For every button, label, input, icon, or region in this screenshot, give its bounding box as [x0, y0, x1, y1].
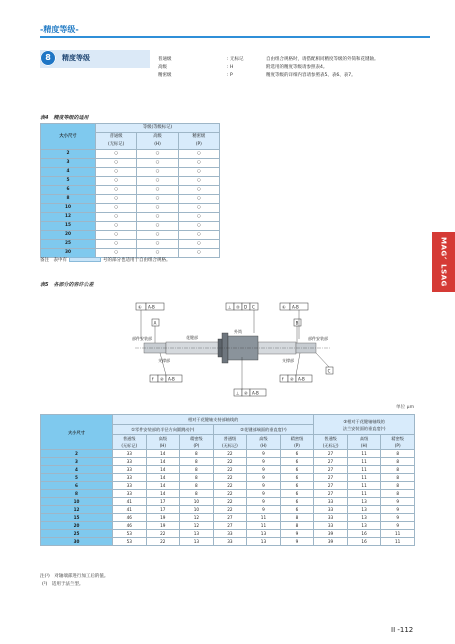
size-cell: 3 — [41, 159, 96, 168]
tolerance-cell: 6 — [280, 506, 314, 514]
size-cell: 10 — [41, 498, 113, 506]
grade-descriptions — [266, 56, 379, 80]
table-row — [41, 159, 220, 168]
table-row — [41, 530, 415, 538]
tolerance-cell: 33 — [213, 538, 247, 546]
tolerance-cell: 27 — [314, 450, 348, 458]
applicability-cell: ○ — [178, 231, 219, 240]
svg-text:f: f — [282, 376, 284, 382]
size-cell: 10 — [41, 204, 96, 213]
applicability-cell: ○ — [96, 195, 137, 204]
tolerance-cell: 33 — [113, 458, 147, 466]
applicability-cell: ○ — [178, 168, 219, 177]
tolerance-cell: 9 — [280, 538, 314, 546]
tolerance-cell: 14 — [146, 482, 180, 490]
size-cell: 30 — [41, 249, 96, 258]
table-row — [41, 450, 415, 458]
tolerance-cell: 14 — [146, 490, 180, 498]
tolerance-cell: 9 — [247, 474, 281, 482]
tolerance-cell: 27 — [314, 474, 348, 482]
tolerance-cell: 6 — [280, 466, 314, 474]
applicability-cell: ○ — [96, 249, 137, 258]
tolerance-cell: 11 — [347, 474, 381, 482]
applicability-cell: ○ — [137, 177, 178, 186]
header-rule — [40, 36, 430, 38]
size-cell: 4 — [41, 466, 113, 474]
applicability-cell: ○ — [96, 240, 137, 249]
applicability-cell: ○ — [96, 213, 137, 222]
tolerance-cell: 22 — [213, 498, 247, 506]
table5-unit: 单位 μm — [396, 405, 415, 410]
tolerance-cell: 41 — [113, 506, 147, 514]
applicability-cell: ○ — [178, 204, 219, 213]
tolerance-cell: 46 — [113, 522, 147, 530]
size-cell: 12 — [41, 213, 96, 222]
table5-col-header: 普通级 (无标记) — [314, 435, 348, 450]
tolerance-cell: 27 — [314, 458, 348, 466]
tolerance-cell: 8 — [381, 458, 415, 466]
svg-text:②: ② — [290, 376, 294, 382]
size-cell: 6 — [41, 186, 96, 195]
tolerance-cell: 8 — [180, 458, 214, 466]
tolerance-cell: 22 — [213, 482, 247, 490]
table4-caption: 表4 精度等级的适用 — [40, 115, 89, 121]
table-row — [41, 195, 220, 204]
table4-col-header: 普通级 (无标记) — [96, 133, 137, 150]
tolerance-cell: 6 — [280, 498, 314, 506]
tolerance-cell: 8 — [180, 490, 214, 498]
datum-a: A — [153, 320, 157, 326]
size-cell: 2 — [41, 450, 113, 458]
applicability-cell: ○ — [178, 159, 219, 168]
grade-description: 精度等级的详细内容请参照表5、表6、表7。 — [266, 73, 356, 78]
table4-col-header: 高级 (H) — [137, 133, 178, 150]
table-row — [41, 240, 220, 249]
tolerance-cell: 8 — [180, 466, 214, 474]
table-row — [41, 186, 220, 195]
tolerance-cell: 10 — [180, 506, 214, 514]
table-row — [41, 482, 415, 490]
tolerance-cell: 11 — [247, 514, 281, 522]
tolerance-cell: 8 — [280, 522, 314, 530]
size-cell: 2 — [41, 150, 96, 159]
svg-text:②: ② — [160, 376, 164, 382]
side-index-tab[interactable]: MAG、LSAG — [432, 232, 455, 292]
tolerance-cell: 14 — [146, 466, 180, 474]
tolerance-cell: 8 — [180, 474, 214, 482]
tolerance-cell: 10 — [180, 498, 214, 506]
size-cell: 12 — [41, 506, 113, 514]
applicability-cell: ○ — [96, 168, 137, 177]
tolerance-cell: 9 — [381, 514, 415, 522]
applicability-cell: ○ — [137, 150, 178, 159]
grade-symbols — [227, 56, 243, 80]
frame-datum: A-B — [168, 376, 175, 382]
frame-datum: D — [244, 304, 248, 310]
frame-symbol: ① — [138, 304, 142, 310]
frame-datum: C — [252, 304, 255, 310]
table5-tolerances — [40, 414, 415, 546]
tolerance-cell: 22 — [213, 506, 247, 514]
tolerance-cell: 22 — [213, 450, 247, 458]
tolerance-cell: 19 — [146, 522, 180, 530]
table-row — [41, 458, 415, 466]
tolerance-cell: 11 — [347, 490, 381, 498]
table5-sub2-header: ②花键部端面的垂直度(¹) — [213, 425, 314, 435]
table5-group-header: 相对于花键轴支持部轴线的 — [113, 415, 314, 425]
table4-col-header: 精密级 (P) — [178, 133, 219, 150]
tolerance-cell: 22 — [146, 530, 180, 538]
table-row — [41, 522, 415, 530]
frame-symbol: ⊥ — [228, 304, 232, 310]
tolerance-cell: 13 — [347, 498, 381, 506]
page-number: II -112 — [391, 626, 414, 634]
table5-col-header: 高级 (H) — [146, 435, 180, 450]
tolerance-cell: 22 — [213, 490, 247, 498]
grade-description: 附选用的精度等级请参照表4。 — [266, 65, 328, 70]
tolerance-cell: 13 — [347, 522, 381, 530]
tolerance-cell: 12 — [180, 522, 214, 530]
svg-text:②: ② — [244, 390, 248, 396]
size-cell: 25 — [41, 530, 113, 538]
tolerance-cell: 33 — [113, 474, 147, 482]
tolerance-cell: 27 — [213, 522, 247, 530]
label-support-left: 支撑部 — [158, 358, 170, 363]
applicability-cell: ○ — [137, 213, 178, 222]
tolerance-cell: 22 — [213, 466, 247, 474]
frame-datum: A-B — [148, 304, 155, 310]
table4-size-header: 大小尺寸 — [41, 124, 96, 150]
svg-text:f: f — [152, 376, 154, 382]
table-row — [41, 474, 415, 482]
applicability-cell: ○ — [137, 249, 178, 258]
table-row — [41, 514, 415, 522]
tolerance-cell: 46 — [113, 514, 147, 522]
table-row — [41, 231, 220, 240]
grade-name: 高级 — [158, 65, 167, 70]
applicability-cell: ○ — [178, 186, 219, 195]
size-cell: 3 — [41, 458, 113, 466]
table4-note: 备注 表中有 号的部分也适用于自由组合规格。 — [40, 258, 171, 263]
tolerance-cell: 6 — [280, 482, 314, 490]
table-row — [41, 538, 415, 546]
applicability-cell: ○ — [178, 249, 219, 258]
tolerance-cell: 16 — [347, 538, 381, 546]
size-cell: 15 — [41, 222, 96, 231]
datum-b: B — [295, 320, 299, 326]
tolerance-cell: 16 — [347, 530, 381, 538]
tolerance-cell: 53 — [113, 530, 147, 538]
table5-col-header: 普通级 (无标记) — [113, 435, 147, 450]
tolerance-cell: 6 — [280, 450, 314, 458]
section-number-badge: 8 — [40, 50, 56, 66]
tolerance-cell: 33 — [314, 522, 348, 530]
tolerance-cell: 27 — [314, 466, 348, 474]
tolerance-cell: 9 — [381, 498, 415, 506]
tolerance-cell: 13 — [347, 514, 381, 522]
tolerance-cell: 41 — [113, 498, 147, 506]
applicability-cell: ○ — [137, 159, 178, 168]
table5-col-header: 精密级 (P) — [280, 435, 314, 450]
tolerance-cell: 33 — [113, 466, 147, 474]
tolerance-cell: 6 — [280, 458, 314, 466]
tolerance-cell: 8 — [381, 482, 415, 490]
tolerance-cell: 6 — [280, 490, 314, 498]
applicability-cell: ○ — [178, 177, 219, 186]
tolerance-cell: 9 — [247, 498, 281, 506]
table5-notes — [40, 573, 108, 589]
tolerance-cell: 8 — [180, 482, 214, 490]
tolerance-cell: 17 — [146, 506, 180, 514]
grade-symbol: : P — [227, 73, 233, 78]
tolerance-cell: 11 — [247, 522, 281, 530]
label-mount-right: 部件安装部 — [308, 336, 328, 341]
table5-col-header: 精密级 (P) — [381, 435, 415, 450]
page-header-title: -精度等级- — [40, 25, 79, 34]
table4-group-header: 等级(等级标记) — [96, 124, 220, 133]
tolerance-cell: 22 — [213, 474, 247, 482]
tolerance-cell: 27 — [314, 490, 348, 498]
label-mount-left: 部件安装部 — [132, 336, 152, 341]
tolerance-cell: 9 — [247, 506, 281, 514]
svg-text:⊥: ⊥ — [236, 390, 240, 396]
tolerance-cell: 8 — [381, 474, 415, 482]
tolerance-cell: 33 — [314, 514, 348, 522]
datum-c: C — [327, 368, 331, 374]
tolerance-cell: 22 — [146, 538, 180, 546]
applicability-cell: ○ — [96, 231, 137, 240]
tolerance-diagram — [130, 295, 340, 400]
table-row — [41, 168, 220, 177]
applicability-cell: ○ — [178, 150, 219, 159]
tolerance-cell: 13 — [247, 538, 281, 546]
applicability-cell: ○ — [96, 150, 137, 159]
note-line: 注(¹) 对轴端部进行加工后的值。 — [40, 574, 109, 579]
tolerance-cell: 8 — [180, 450, 214, 458]
label-outer: 外筒 — [234, 329, 242, 334]
grade-name: 普通级 — [158, 57, 172, 62]
tolerance-cell: 6 — [280, 474, 314, 482]
tolerance-cell: 14 — [146, 458, 180, 466]
tolerance-cell: 22 — [213, 458, 247, 466]
tolerance-cell: 9 — [381, 506, 415, 514]
grade-names — [158, 56, 172, 80]
table-row — [41, 204, 220, 213]
tolerance-cell: 9 — [247, 458, 281, 466]
table-row — [41, 498, 415, 506]
tolerance-cell: 53 — [113, 538, 147, 546]
grade-description: 自由组合规格时，请搭配相同精度等级的外筒和花键轴。 — [266, 57, 379, 62]
frame-datum: A-B — [298, 376, 305, 382]
tolerance-cell: 11 — [381, 538, 415, 546]
tolerance-cell: 11 — [347, 466, 381, 474]
applicability-cell: ○ — [137, 231, 178, 240]
tolerance-cell: 9 — [247, 466, 281, 474]
applicability-cell: ○ — [178, 240, 219, 249]
tolerance-cell: 19 — [146, 514, 180, 522]
tolerance-cell: 8 — [381, 450, 415, 458]
tolerance-cell: 33 — [213, 530, 247, 538]
tolerance-cell: 17 — [146, 498, 180, 506]
tolerance-cell: 33 — [113, 490, 147, 498]
tolerance-cell: 33 — [113, 482, 147, 490]
note-line: (²) 适用于法兰型。 — [42, 582, 84, 587]
tolerance-cell: 33 — [314, 498, 348, 506]
tolerance-cell: 11 — [381, 530, 415, 538]
applicability-cell: ○ — [137, 195, 178, 204]
table4-grade-applicability — [40, 123, 220, 258]
grade-symbol: : H — [227, 65, 234, 70]
tolerance-cell: 39 — [314, 538, 348, 546]
applicability-cell: ○ — [96, 177, 137, 186]
applicability-cell: ○ — [178, 222, 219, 231]
applicability-cell: ○ — [96, 159, 137, 168]
applicability-cell: ○ — [137, 240, 178, 249]
table5-size-header: 大小尺寸 — [41, 415, 113, 450]
table-row — [41, 150, 220, 159]
table5-caption: 表5 各部分的容许公差 — [40, 282, 94, 288]
applicability-cell: ○ — [137, 168, 178, 177]
tolerance-cell: 13 — [347, 506, 381, 514]
applicability-cell: ○ — [137, 222, 178, 231]
applicability-cell: ○ — [96, 186, 137, 195]
tolerance-cell: 9 — [247, 482, 281, 490]
tolerance-cell: 39 — [314, 530, 348, 538]
frame-datum: A-B — [252, 390, 259, 396]
tolerance-cell: 9 — [381, 522, 415, 530]
tolerance-cell: 14 — [146, 474, 180, 482]
frame-datum: A-B — [292, 304, 299, 310]
tolerance-cell: 27 — [213, 514, 247, 522]
tolerance-cell: 33 — [314, 506, 348, 514]
size-cell: 20 — [41, 522, 113, 530]
tolerance-cell: 27 — [314, 482, 348, 490]
tolerance-cell: 8 — [381, 490, 415, 498]
label-spline: 花键部 — [186, 335, 198, 340]
tolerance-cell: 12 — [180, 514, 214, 522]
tolerance-cell: 14 — [146, 450, 180, 458]
grade-symbol: : 无标记 — [227, 57, 244, 62]
section-title: 精度等级 — [62, 54, 90, 62]
note-color-swatch — [69, 257, 101, 262]
size-cell: 6 — [41, 482, 113, 490]
table-row — [41, 506, 415, 514]
tolerance-cell: 8 — [280, 514, 314, 522]
table-row — [41, 177, 220, 186]
applicability-cell: ○ — [137, 186, 178, 195]
size-cell: 4 — [41, 168, 96, 177]
size-cell: 8 — [41, 490, 113, 498]
size-cell: 25 — [41, 240, 96, 249]
tolerance-cell: 11 — [347, 450, 381, 458]
table-row — [41, 222, 220, 231]
size-cell: 30 — [41, 538, 113, 546]
table-row — [41, 490, 415, 498]
table-row — [41, 466, 415, 474]
label-support-right: 支撑部 — [282, 358, 294, 363]
size-cell: 5 — [41, 474, 113, 482]
tolerance-cell: 11 — [347, 482, 381, 490]
table5-col-header: 精密级 (P) — [180, 435, 214, 450]
tolerance-cell: 13 — [180, 538, 214, 546]
table5-col-header: 高级 (H) — [347, 435, 381, 450]
section-heading — [40, 50, 150, 68]
applicability-cell: ○ — [178, 213, 219, 222]
table5-sub3-header: ③相对于花键轴轴线的 法兰安装面的垂直度(¹) — [314, 415, 415, 435]
table-row — [41, 213, 220, 222]
applicability-cell: ○ — [96, 204, 137, 213]
applicability-cell: ○ — [96, 222, 137, 231]
tolerance-cell: 13 — [247, 530, 281, 538]
tolerance-cell: 9 — [247, 450, 281, 458]
table5-col-header: 高级 (H) — [247, 435, 281, 450]
applicability-cell: ○ — [178, 195, 219, 204]
tolerance-cell: 9 — [247, 490, 281, 498]
tolerance-cell: 8 — [381, 466, 415, 474]
tolerance-cell: 11 — [347, 458, 381, 466]
table5-sub1-header: ①零件安装部的半径方向圆跳动(¹) — [113, 425, 214, 435]
tolerance-cell: 9 — [280, 530, 314, 538]
size-cell: 20 — [41, 231, 96, 240]
tolerance-cell: 33 — [113, 450, 147, 458]
size-cell: 5 — [41, 177, 96, 186]
size-cell: 8 — [41, 195, 96, 204]
table5-col-header: 普通级 (无标记) — [213, 435, 247, 450]
applicability-cell: ○ — [137, 204, 178, 213]
tolerance-cell: 13 — [180, 530, 214, 538]
svg-text:①: ① — [282, 304, 286, 310]
grade-name: 精密级 — [158, 73, 172, 78]
size-cell: 15 — [41, 514, 113, 522]
svg-text:③: ③ — [236, 304, 240, 310]
